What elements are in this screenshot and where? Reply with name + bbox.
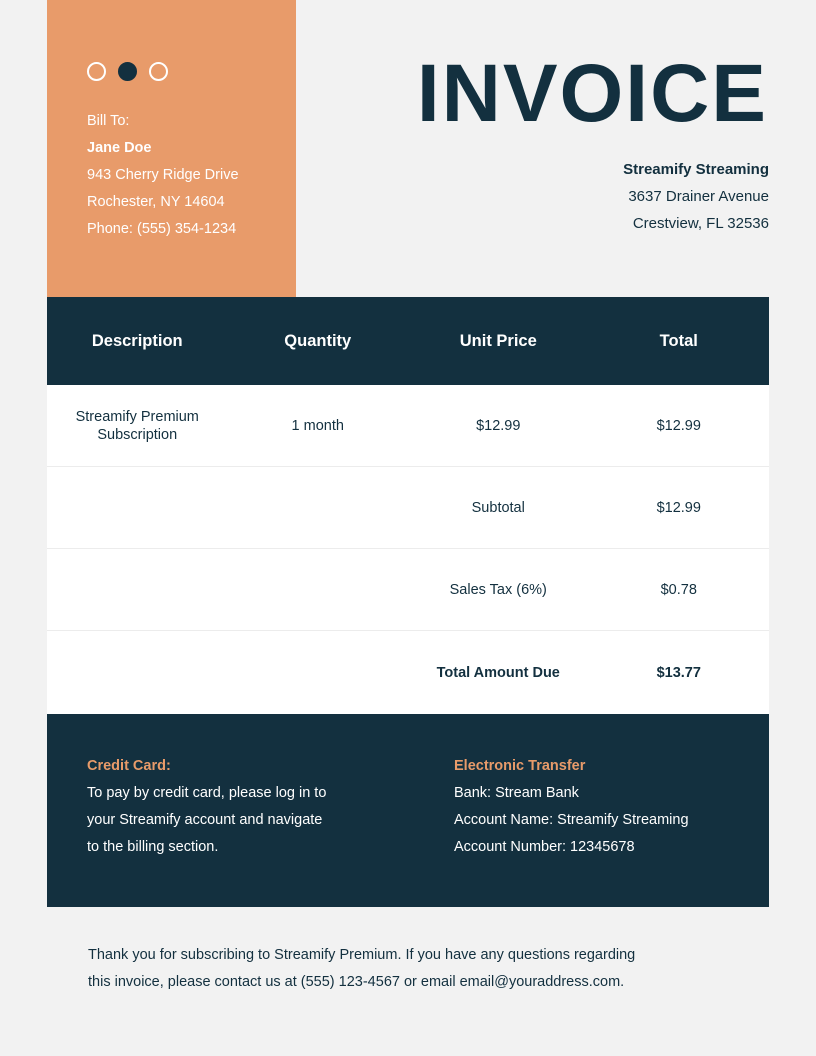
company-street: 3637 Drainer Avenue	[628, 188, 769, 205]
total-due-label: Total Amount Due	[436, 664, 560, 681]
item-unit-price: $12.99	[476, 417, 521, 434]
credit-card-title: Credit Card:	[87, 758, 171, 774]
bank-name: Bank: Stream Bank	[454, 785, 579, 801]
total-due-value: $13.77	[656, 664, 701, 681]
credit-card-info	[87, 754, 326, 862]
credit-card-line: To pay by credit card, please log in to	[87, 785, 327, 801]
customer-street: 943 Cherry Ridge Drive	[87, 167, 239, 183]
tax-label: Sales Tax (6%)	[449, 581, 547, 598]
item-quantity: 1 month	[291, 417, 344, 434]
company-address	[623, 158, 769, 239]
subtotal-label: Subtotal	[471, 499, 525, 516]
invoice-title: INVOICE	[416, 48, 768, 139]
footer-line: Thank you for subscribing to Streamify Premium. If you have any questions regarding	[88, 947, 636, 963]
account-name: Account Name: Streamify Streaming	[454, 812, 689, 828]
invoice-table-header	[47, 297, 769, 385]
bill-to-label: Bill To:	[87, 113, 130, 129]
subtotal-row	[47, 467, 769, 549]
circle-outline-icon	[149, 62, 168, 81]
thank-you-note	[88, 942, 728, 996]
table-row	[47, 385, 769, 467]
column-header-total: Total	[659, 331, 698, 350]
footer-line: this invoice, please contact us at (555) 123-4567 or email email@youraddress.com.	[88, 974, 625, 990]
company-city: Crestview, FL 32536	[632, 215, 769, 232]
bill-to-address	[87, 109, 239, 244]
customer-phone: Phone: (555) 354-1234	[87, 221, 237, 237]
credit-card-line: your Streamify account and navigate	[87, 812, 323, 828]
customer-name: Jane Doe	[87, 140, 152, 156]
circle-filled-icon	[118, 62, 137, 81]
column-header-description: Description	[91, 331, 183, 350]
tax-row	[47, 549, 769, 631]
electronic-transfer-title: Electronic Transfer	[454, 758, 586, 774]
account-number: Account Number: 12345678	[454, 839, 635, 855]
tax-value: $0.78	[660, 581, 697, 598]
company-name: Streamify Streaming	[623, 161, 769, 178]
circle-outline-icon	[87, 62, 106, 81]
total-due-row	[47, 631, 769, 714]
customer-city: Rochester, NY 14604	[87, 194, 225, 210]
item-total: $12.99	[656, 417, 701, 434]
item-description: Streamify Premium Subscription	[75, 408, 199, 443]
invoice-table-body	[47, 385, 769, 714]
column-header-quantity: Quantity	[284, 331, 352, 350]
bill-to-panel	[47, 0, 296, 297]
credit-card-line: to the billing section.	[87, 839, 219, 855]
electronic-transfer-info	[454, 754, 689, 862]
payment-info-panel	[47, 714, 769, 907]
decorative-dots	[87, 62, 168, 81]
subtotal-value: $12.99	[656, 499, 701, 516]
column-header-unit-price: Unit Price	[459, 331, 537, 350]
